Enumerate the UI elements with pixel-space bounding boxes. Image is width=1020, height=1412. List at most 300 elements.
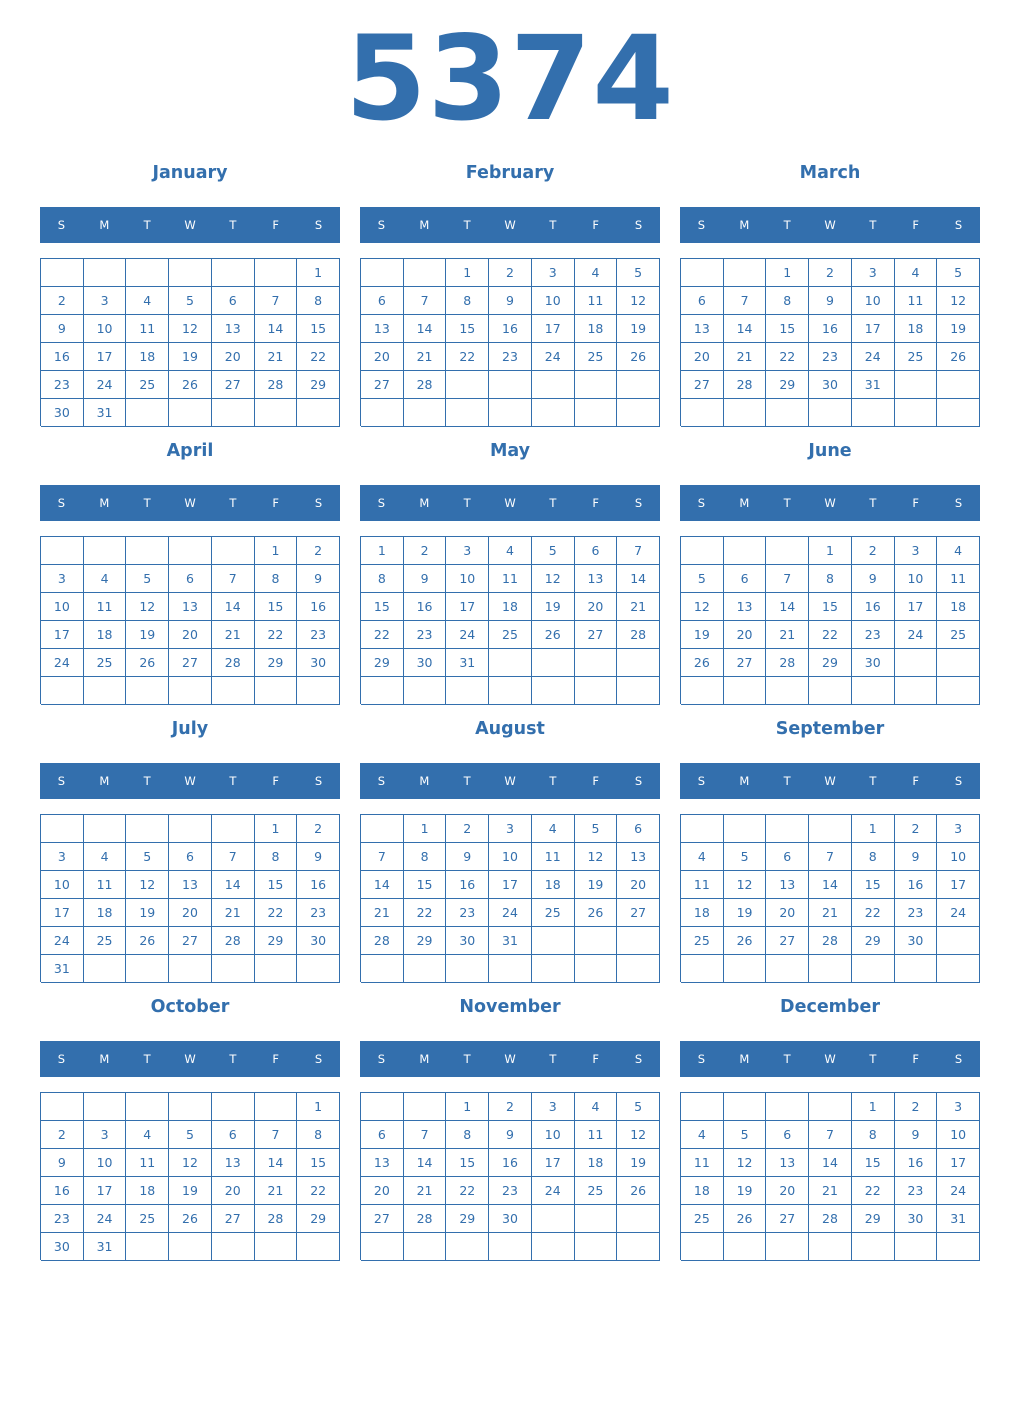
day-cell: 18	[126, 1177, 169, 1205]
day-cell: 16	[489, 315, 532, 343]
weekday-label: T	[549, 1052, 557, 1066]
month-april	[40, 434, 340, 712]
day-cell: 8	[852, 1121, 895, 1149]
day-cell: 31	[84, 399, 127, 427]
empty-day-cell	[169, 399, 212, 427]
empty-day-cell	[766, 815, 809, 843]
day-cell: 7	[809, 843, 852, 871]
weekday-label: S	[314, 1052, 323, 1066]
weekday-label: S	[377, 496, 386, 510]
empty-day-cell	[169, 1093, 212, 1121]
day-cell: 22	[852, 1177, 895, 1205]
empty-day-cell	[681, 815, 724, 843]
empty-day-cell	[895, 371, 938, 399]
empty-day-cell	[937, 927, 980, 955]
day-cell: 25	[681, 927, 724, 955]
weekday-label: F	[912, 774, 920, 788]
day-cell: 2	[895, 1093, 938, 1121]
empty-day-cell	[895, 649, 938, 677]
day-cell: 26	[532, 621, 575, 649]
day-cell: 24	[41, 927, 84, 955]
day-cell: 1	[361, 537, 404, 565]
day-cell: 11	[532, 843, 575, 871]
day-cell: 14	[361, 871, 404, 899]
empty-day-cell	[212, 1093, 255, 1121]
day-cell: 17	[41, 899, 84, 927]
day-cell: 21	[361, 899, 404, 927]
weekday-label: S	[377, 1052, 386, 1066]
empty-day-cell	[766, 677, 809, 705]
weekday-label: T	[869, 1052, 877, 1066]
day-cell: 21	[255, 1177, 298, 1205]
day-cell: 19	[724, 1177, 767, 1205]
empty-day-cell	[937, 677, 980, 705]
day-cell: 14	[404, 1149, 447, 1177]
day-cell: 31	[937, 1205, 980, 1233]
day-cell: 4	[895, 259, 938, 287]
weekday-label: T	[463, 1052, 471, 1066]
weekday-label: F	[272, 218, 280, 232]
day-cell: 11	[489, 565, 532, 593]
day-cell: 21	[724, 343, 767, 371]
empty-day-cell	[404, 259, 447, 287]
day-cell: 21	[212, 899, 255, 927]
day-cell: 30	[297, 927, 340, 955]
weekday-label: S	[314, 218, 323, 232]
day-cell: 3	[446, 537, 489, 565]
day-cell: 15	[766, 315, 809, 343]
day-cell: 10	[532, 287, 575, 315]
month-title: July	[171, 719, 209, 739]
day-cell: 3	[84, 287, 127, 315]
weekday-label: T	[143, 774, 151, 788]
day-cell: 9	[446, 843, 489, 871]
day-cell: 2	[41, 287, 84, 315]
empty-day-cell	[169, 815, 212, 843]
day-cell: 19	[126, 621, 169, 649]
day-cell: 23	[895, 899, 938, 927]
weekday-label: W	[824, 218, 836, 232]
day-cell: 14	[212, 593, 255, 621]
day-cell: 18	[681, 1177, 724, 1205]
day-cell: 27	[169, 649, 212, 677]
day-cell: 16	[489, 1149, 532, 1177]
day-cell: 17	[937, 871, 980, 899]
day-cell: 17	[895, 593, 938, 621]
weekday-label: T	[143, 1052, 151, 1066]
day-cell: 19	[169, 343, 212, 371]
weekday-label: F	[592, 1052, 600, 1066]
empty-day-cell	[169, 537, 212, 565]
empty-day-cell	[255, 955, 298, 983]
day-cell: 1	[766, 259, 809, 287]
weekday-label: T	[783, 218, 791, 232]
day-cell: 5	[937, 259, 980, 287]
day-cell: 27	[361, 1205, 404, 1233]
day-cell: 20	[361, 343, 404, 371]
empty-day-cell	[852, 955, 895, 983]
day-cell: 12	[937, 287, 980, 315]
day-cell: 3	[532, 259, 575, 287]
empty-day-cell	[126, 815, 169, 843]
day-cell: 1	[852, 1093, 895, 1121]
weekday-label: M	[419, 218, 430, 232]
weekday-header	[680, 1041, 980, 1077]
day-cell: 28	[212, 927, 255, 955]
empty-day-cell	[852, 1233, 895, 1261]
empty-day-cell	[84, 1093, 127, 1121]
empty-day-cell	[212, 815, 255, 843]
day-cell: 14	[766, 593, 809, 621]
day-cell: 26	[126, 927, 169, 955]
weekday-label: F	[272, 1052, 280, 1066]
day-cell: 6	[681, 287, 724, 315]
day-cell: 10	[41, 593, 84, 621]
empty-day-cell	[489, 371, 532, 399]
day-cell: 14	[809, 871, 852, 899]
day-cell: 7	[255, 1121, 298, 1149]
weekday-label: T	[229, 1052, 237, 1066]
day-cell: 12	[126, 593, 169, 621]
day-cell: 17	[84, 343, 127, 371]
day-cell: 14	[212, 871, 255, 899]
day-cell: 5	[126, 843, 169, 871]
day-cell: 15	[297, 1149, 340, 1177]
empty-day-cell	[575, 955, 618, 983]
day-cell: 12	[532, 565, 575, 593]
day-cell: 11	[575, 287, 618, 315]
day-cell: 10	[489, 843, 532, 871]
empty-day-cell	[255, 1093, 298, 1121]
day-cell: 21	[404, 1177, 447, 1205]
day-cell: 3	[937, 815, 980, 843]
day-cell: 14	[809, 1149, 852, 1177]
empty-day-cell	[126, 955, 169, 983]
day-cell: 20	[169, 621, 212, 649]
day-grid	[40, 1092, 340, 1260]
day-cell: 1	[297, 1093, 340, 1121]
empty-day-cell	[617, 649, 660, 677]
month-title: June	[808, 441, 852, 461]
day-cell: 29	[766, 371, 809, 399]
day-cell: 5	[169, 287, 212, 315]
day-cell: 31	[489, 927, 532, 955]
day-cell: 25	[681, 1205, 724, 1233]
weekday-label: S	[954, 774, 963, 788]
day-cell: 23	[297, 621, 340, 649]
day-grid	[680, 258, 980, 426]
day-cell: 4	[126, 287, 169, 315]
weekday-label: T	[463, 774, 471, 788]
day-cell: 30	[895, 1205, 938, 1233]
empty-day-cell	[937, 1233, 980, 1261]
day-cell: 25	[575, 343, 618, 371]
day-cell: 9	[41, 1149, 84, 1177]
empty-day-cell	[766, 399, 809, 427]
empty-day-cell	[489, 955, 532, 983]
weekday-header	[360, 1041, 660, 1077]
day-cell: 22	[852, 899, 895, 927]
day-cell: 10	[895, 565, 938, 593]
day-cell: 13	[169, 593, 212, 621]
day-cell: 24	[532, 343, 575, 371]
empty-day-cell	[404, 1093, 447, 1121]
day-cell: 4	[532, 815, 575, 843]
empty-day-cell	[41, 537, 84, 565]
day-cell: 4	[126, 1121, 169, 1149]
day-cell: 29	[446, 1205, 489, 1233]
day-cell: 4	[681, 843, 724, 871]
day-grid	[40, 536, 340, 704]
day-cell: 19	[126, 899, 169, 927]
day-cell: 2	[489, 1093, 532, 1121]
day-cell: 29	[361, 649, 404, 677]
day-cell: 6	[575, 537, 618, 565]
empty-day-cell	[84, 955, 127, 983]
weekday-label: F	[272, 496, 280, 510]
empty-day-cell	[446, 371, 489, 399]
day-cell: 17	[852, 315, 895, 343]
day-cell: 24	[895, 621, 938, 649]
day-cell: 16	[297, 871, 340, 899]
empty-day-cell	[724, 1233, 767, 1261]
day-grid	[680, 536, 980, 704]
empty-day-cell	[297, 399, 340, 427]
day-cell: 20	[617, 871, 660, 899]
day-cell: 13	[724, 593, 767, 621]
day-cell: 3	[41, 565, 84, 593]
weekday-label: S	[57, 218, 66, 232]
day-cell: 23	[809, 343, 852, 371]
empty-day-cell	[404, 399, 447, 427]
empty-day-cell	[404, 677, 447, 705]
day-cell: 2	[446, 815, 489, 843]
day-grid	[40, 814, 340, 982]
weekday-header	[40, 763, 340, 799]
day-cell: 18	[895, 315, 938, 343]
day-cell: 31	[852, 371, 895, 399]
empty-day-cell	[575, 677, 618, 705]
day-cell: 18	[84, 621, 127, 649]
day-cell: 30	[852, 649, 895, 677]
empty-day-cell	[617, 399, 660, 427]
empty-day-cell	[575, 649, 618, 677]
day-cell: 22	[297, 343, 340, 371]
day-cell: 23	[41, 371, 84, 399]
day-cell: 30	[41, 399, 84, 427]
empty-day-cell	[41, 815, 84, 843]
day-cell: 6	[169, 843, 212, 871]
day-cell: 19	[617, 315, 660, 343]
weekday-label: S	[57, 774, 66, 788]
day-cell: 17	[489, 871, 532, 899]
empty-day-cell	[361, 399, 404, 427]
empty-day-cell	[255, 399, 298, 427]
day-cell: 5	[532, 537, 575, 565]
day-cell: 8	[297, 287, 340, 315]
day-cell: 2	[404, 537, 447, 565]
empty-day-cell	[809, 1093, 852, 1121]
day-cell: 11	[126, 1149, 169, 1177]
month-october	[40, 990, 340, 1268]
day-cell: 19	[937, 315, 980, 343]
day-cell: 6	[766, 1121, 809, 1149]
empty-day-cell	[41, 1093, 84, 1121]
month-title: April	[166, 441, 214, 461]
empty-day-cell	[681, 955, 724, 983]
empty-day-cell	[895, 677, 938, 705]
weekday-header	[40, 485, 340, 521]
empty-day-cell	[681, 399, 724, 427]
day-cell: 12	[617, 287, 660, 315]
day-cell: 22	[809, 621, 852, 649]
empty-day-cell	[212, 955, 255, 983]
day-cell: 25	[937, 621, 980, 649]
day-cell: 9	[895, 843, 938, 871]
day-cell: 27	[361, 371, 404, 399]
day-cell: 19	[169, 1177, 212, 1205]
day-cell: 3	[937, 1093, 980, 1121]
day-cell: 23	[852, 621, 895, 649]
day-cell: 5	[724, 1121, 767, 1149]
day-cell: 2	[41, 1121, 84, 1149]
day-cell: 18	[489, 593, 532, 621]
day-cell: 24	[84, 1205, 127, 1233]
day-cell: 27	[575, 621, 618, 649]
day-cell: 24	[937, 1177, 980, 1205]
day-cell: 23	[297, 899, 340, 927]
empty-day-cell	[766, 1093, 809, 1121]
weekday-label: F	[272, 774, 280, 788]
day-cell: 26	[937, 343, 980, 371]
empty-day-cell	[446, 1233, 489, 1261]
day-cell: 10	[852, 287, 895, 315]
day-cell: 6	[212, 287, 255, 315]
weekday-label: F	[912, 1052, 920, 1066]
weekday-label: T	[783, 1052, 791, 1066]
month-may	[360, 434, 660, 712]
empty-day-cell	[169, 259, 212, 287]
day-cell: 5	[681, 565, 724, 593]
day-cell: 12	[575, 843, 618, 871]
day-cell: 2	[489, 259, 532, 287]
day-cell: 22	[361, 621, 404, 649]
weekday-label: T	[229, 774, 237, 788]
day-cell: 27	[212, 1205, 255, 1233]
day-cell: 6	[361, 287, 404, 315]
month-title: August	[475, 719, 545, 739]
day-cell: 28	[255, 1205, 298, 1233]
weekday-label: T	[229, 496, 237, 510]
month-december	[680, 990, 980, 1268]
empty-day-cell	[895, 399, 938, 427]
empty-day-cell	[532, 399, 575, 427]
day-cell: 15	[446, 1149, 489, 1177]
day-cell: 3	[84, 1121, 127, 1149]
day-cell: 3	[895, 537, 938, 565]
weekday-label: W	[184, 496, 196, 510]
day-cell: 16	[404, 593, 447, 621]
empty-day-cell	[41, 677, 84, 705]
empty-day-cell	[532, 1233, 575, 1261]
day-cell: 13	[575, 565, 618, 593]
day-cell: 16	[809, 315, 852, 343]
day-cell: 27	[766, 927, 809, 955]
weekday-label: T	[229, 218, 237, 232]
day-cell: 18	[532, 871, 575, 899]
weekday-label: T	[143, 496, 151, 510]
empty-day-cell	[361, 677, 404, 705]
day-cell: 9	[895, 1121, 938, 1149]
weekday-label: S	[377, 218, 386, 232]
day-cell: 7	[361, 843, 404, 871]
day-cell: 5	[126, 565, 169, 593]
empty-day-cell	[809, 1233, 852, 1261]
day-cell: 25	[489, 621, 532, 649]
weekday-label: M	[99, 496, 110, 510]
weekday-label: S	[954, 496, 963, 510]
weekday-label: S	[697, 1052, 706, 1066]
day-cell: 27	[724, 649, 767, 677]
empty-day-cell	[766, 537, 809, 565]
weekday-label: M	[739, 1052, 750, 1066]
day-cell: 13	[766, 1149, 809, 1177]
empty-day-cell	[126, 1233, 169, 1261]
day-cell: 28	[404, 371, 447, 399]
month-title: November	[459, 997, 561, 1017]
day-cell: 27	[681, 371, 724, 399]
day-cell: 13	[169, 871, 212, 899]
empty-day-cell	[809, 955, 852, 983]
day-cell: 24	[41, 649, 84, 677]
day-cell: 20	[766, 1177, 809, 1205]
day-cell: 2	[852, 537, 895, 565]
weekday-label: T	[869, 496, 877, 510]
empty-day-cell	[937, 955, 980, 983]
day-cell: 13	[212, 1149, 255, 1177]
day-cell: 5	[617, 1093, 660, 1121]
day-cell: 17	[937, 1149, 980, 1177]
empty-day-cell	[446, 677, 489, 705]
empty-day-cell	[532, 955, 575, 983]
day-cell: 14	[404, 315, 447, 343]
weekday-label: W	[824, 496, 836, 510]
day-cell: 20	[212, 1177, 255, 1205]
day-cell: 13	[361, 315, 404, 343]
empty-day-cell	[724, 955, 767, 983]
day-cell: 15	[361, 593, 404, 621]
empty-day-cell	[809, 677, 852, 705]
day-cell: 13	[617, 843, 660, 871]
weekday-label: F	[912, 496, 920, 510]
day-cell: 28	[617, 621, 660, 649]
day-cell: 30	[41, 1233, 84, 1261]
empty-day-cell	[169, 677, 212, 705]
day-cell: 12	[681, 593, 724, 621]
day-cell: 19	[532, 593, 575, 621]
day-cell: 23	[446, 899, 489, 927]
day-cell: 26	[724, 927, 767, 955]
empty-day-cell	[724, 259, 767, 287]
month-march	[680, 156, 980, 434]
day-cell: 30	[489, 1205, 532, 1233]
day-cell: 23	[895, 1177, 938, 1205]
day-cell: 11	[126, 315, 169, 343]
weekday-label: T	[549, 774, 557, 788]
day-cell: 16	[895, 1149, 938, 1177]
weekday-label: S	[954, 218, 963, 232]
day-cell: 1	[809, 537, 852, 565]
